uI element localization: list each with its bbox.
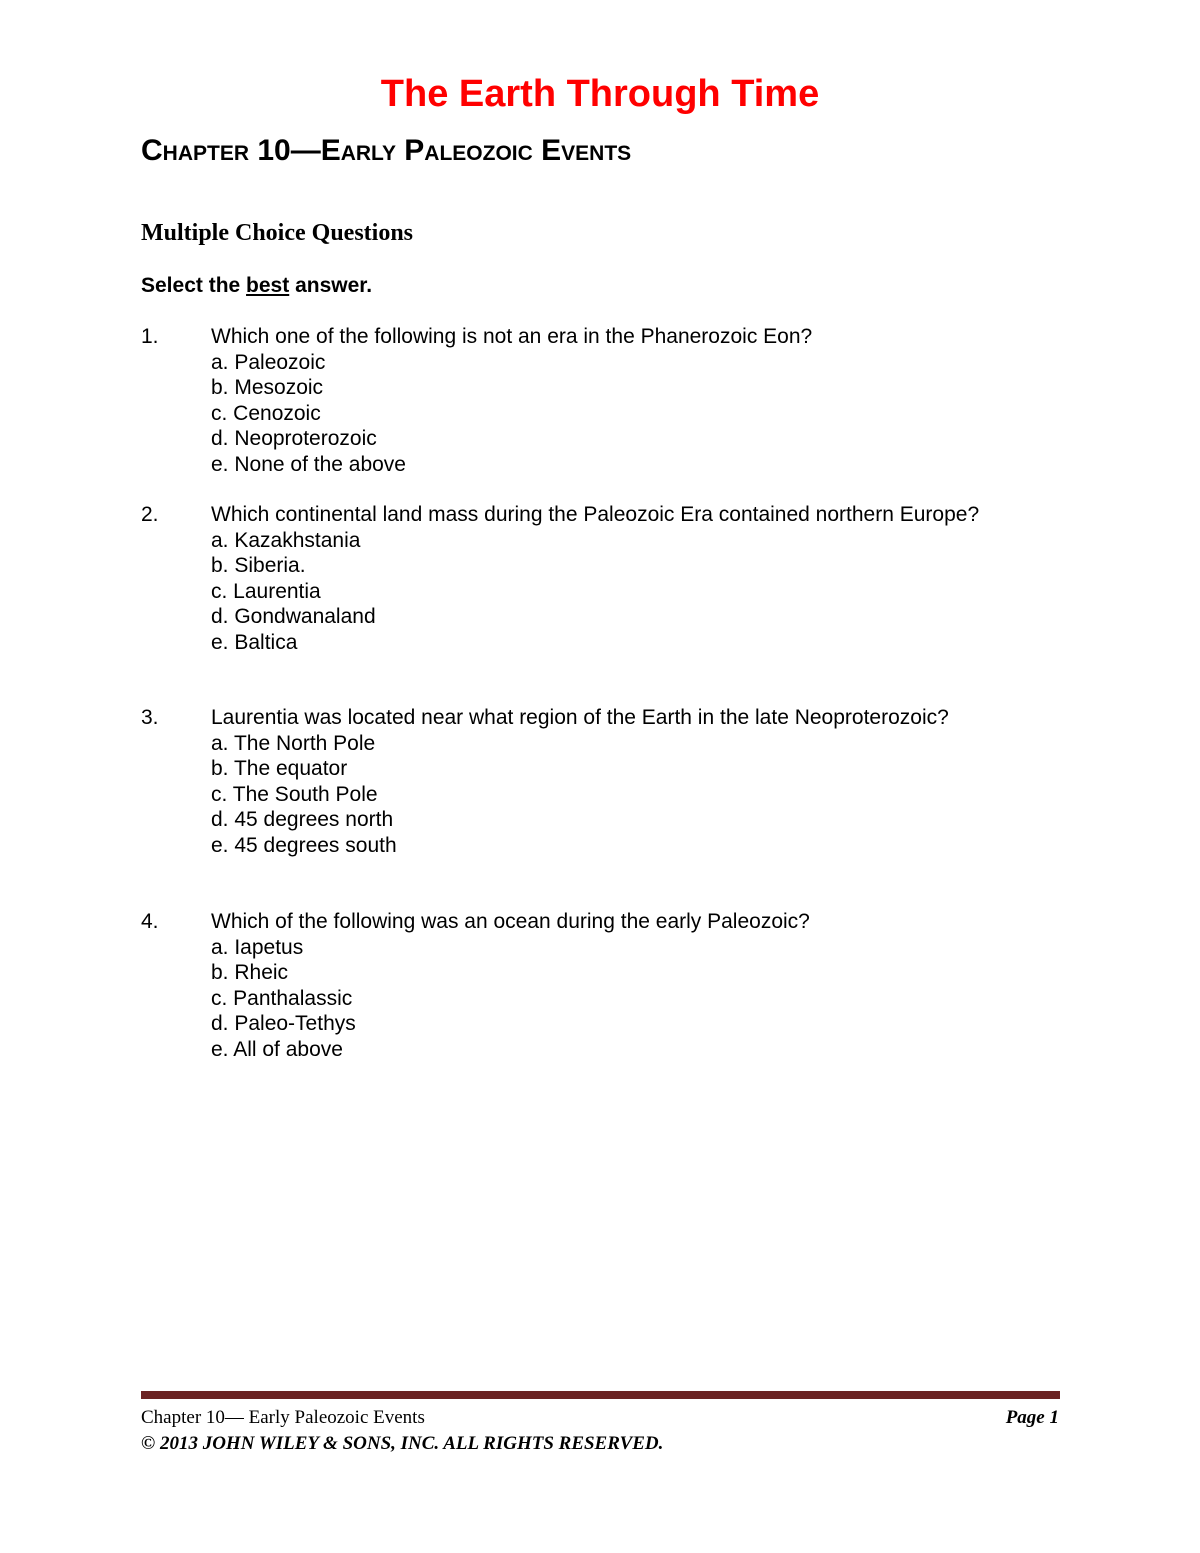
answer-option: a. Kazakhstania [211,528,361,552]
answer-option: a. The North Pole [211,731,376,755]
question-3 [141,705,1061,858]
answer-option: b. Rheic [211,961,289,984]
answer-option: b. Mesozoic [211,376,324,399]
answer-option: b. The equator [211,757,348,780]
question-2 [141,502,1061,655]
instruction-suffix: answer. [289,274,373,297]
question-text: Which of the following was an ocean during the early Paleozoic? [211,910,810,933]
answer-option: c. Laurentia [211,579,321,603]
answer-option: e. 45 degrees south [211,833,397,857]
chapter-title: Chapter 10—Early Paleozoic Events [141,134,632,167]
section-heading: Multiple Choice Questions [141,220,414,246]
footer-divider [141,1391,1060,1399]
question-1 [141,324,1061,477]
instruction-emphasis: best [246,274,290,297]
question-number: 1. [141,325,159,348]
answer-option: d. Paleo-Tethys [211,1012,356,1035]
question-4 [141,909,1061,1062]
answer-option: a. Iapetus [211,935,304,959]
question-text: Which one of the following is not an era in the Phanerozoic Eon? [211,325,813,348]
question-number: 3. [141,706,159,729]
question-text: Laurentia was located near what region of the Earth in the late Neoproterozoic? [211,706,949,729]
answer-option: d. Gondwanaland [211,605,376,628]
answer-option: b. Siberia. [211,554,306,577]
answer-option: e. Baltica [211,630,298,654]
copyright-notice: © 2013 JOHN WILEY & SONS, INC. ALL RIGHTS RESERVED. [141,1433,664,1454]
answer-option: d. Neoproterozoic [211,427,377,450]
footer-chapter-label: Chapter 10— Early Paleozoic Events [141,1407,425,1428]
answer-option: a. Paleozoic [211,350,326,374]
answer-option: e. None of the above [211,452,406,476]
answer-option: e. All of above [211,1037,343,1061]
answer-option: c. Cenozoic [211,401,321,425]
instruction-prefix: Select the [141,274,247,297]
answer-option: c. The South Pole [211,782,378,806]
answer-option: d. 45 degrees north [211,808,394,831]
question-number: 2. [141,503,159,526]
instruction-text [141,272,372,300]
book-title: The Earth Through Time [380,73,820,115]
answer-option: c. Panthalassic [211,986,353,1010]
footer-page-number: Page 1 [1005,1407,1059,1428]
question-text: Which continental land mass during the Paleozoic Era contained northern Europe? [211,503,980,526]
question-number: 4. [141,910,159,933]
